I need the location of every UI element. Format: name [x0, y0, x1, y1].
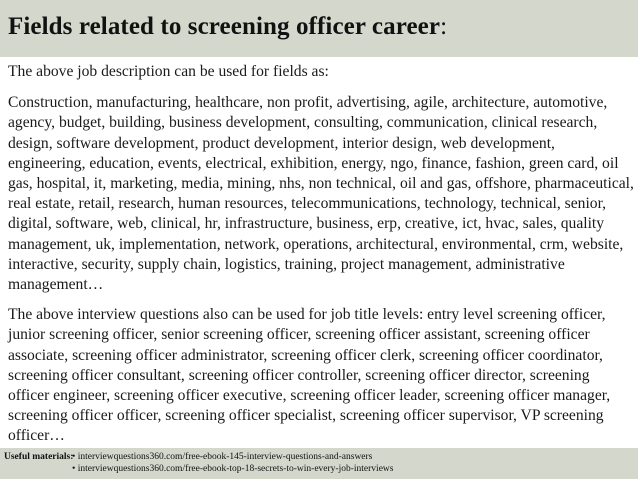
page-title	[8, 13, 447, 41]
footer-label: Useful materials:	[4, 452, 74, 462]
title-bar	[0, 0, 638, 57]
main-content	[8, 62, 634, 447]
footer-link-ebook-top-18[interactable]: • interviewquestions360.com/free-ebook-top-18-secrets-to-win-every-job-interviews	[72, 464, 394, 474]
page-title-colon: :	[440, 13, 448, 40]
fields-paragraph: Construction, manufacturing, healthcare, non profit, advertising, agile, architecture, automotive, agency, budget, building, business development, consulting, communication, clinical research, design, software development, product development, interior design, web development, engineering, education, events, electrical, exhibition, energy, ngo, finance, fashion, green card, oil gas, hospital, it, marketing, media, mining, nhs, non technical, oil and gas, offshore, pharmaceutical, real estate, retail, research, human resources, telecommunications, technology, technical, senior, digital, software, web, clinical, hr, infrastructure, business, erp, creative, ict, hvac, sales, quality management, uk, implementation, network, operations, architectural, environmental, crm, website, interactive, security, supply chain, logistics, training, project management, administrative management…	[8, 94, 634, 294]
page-title-text: Fields related to screening officer career	[8, 13, 441, 40]
footer-bar	[0, 448, 638, 479]
footer-link-ebook-145[interactable]: • interviewquestions360.com/free-ebook-145-interview-questions-and-answers	[72, 452, 373, 462]
intro-paragraph: The above job description can be used for fields as:	[8, 63, 329, 80]
job-levels-paragraph: The above interview questions also can be used for job title levels: entry level screening officer, junior screening officer, senior screening officer, screening officer assistant, screening officer associate, screening officer administrator, screening officer clerk, screening officer coordinator, screening officer consultant, screening officer controller, screening officer director, screening officer engineer, screening officer executive, screening officer leader, screening officer manager, screening officer officer, screening officer specialist, screening officer supervisor, VP screening officer…	[8, 306, 611, 445]
